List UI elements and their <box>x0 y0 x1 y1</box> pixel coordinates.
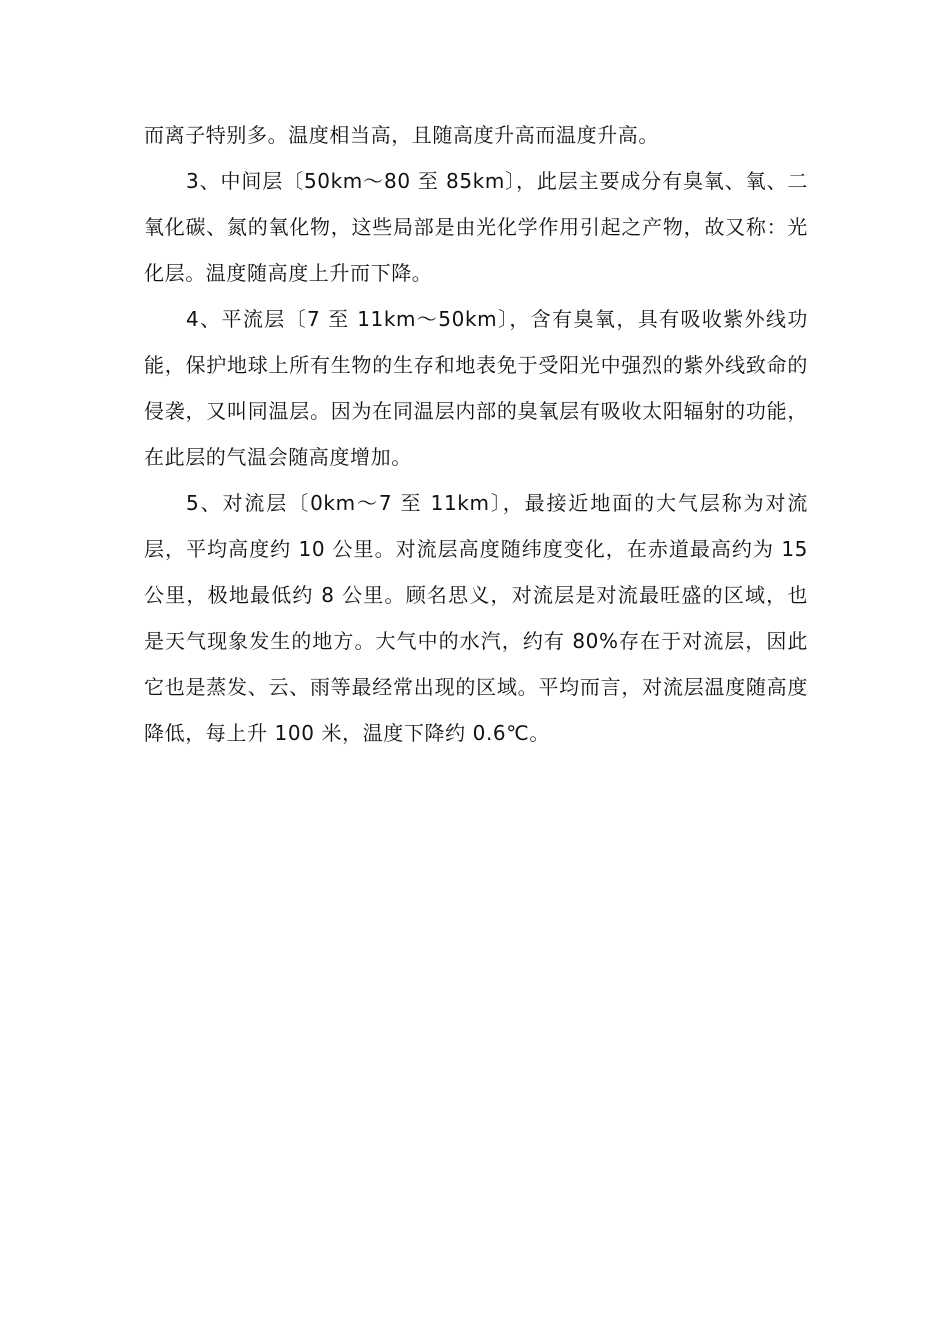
document-body <box>144 112 808 756</box>
paragraph-troposphere: 5、对流层〔0km～7 至 11km〕，最接近地面的大气层称为对流层，平均高度约 10 公里。对流层高度随纬度变化，在赤道最高约为 15 公里，极地最低约 8 公里。顾名思义，对流层是对流最旺盛的区域，也是天气现象发生的地方。大气中的水汽，约有 80%存在于对流层，因此它也是蒸发、云、雨等最经常出现的区域。平均而言，对流层温度随高度降低，每上升 100 米，温度下降约 0.6℃。 <box>144 491 808 745</box>
paragraph-mesosphere: 3、中间层〔50km～80 至 85km〕，此层主要成分有臭氧、氧、二氧化碳、氮的氧化物，这些局部是由光化学作用引起之产物，故又称：光化层。温度随高度上升而下降。 <box>144 169 808 285</box>
paragraph-stratosphere: 4、平流层〔7 至 11km～50km〕，含有臭氧，具有吸收紫外线功能，保护地球上所有生物的生存和地表免于受阳光中强烈的紫外线致命的侵袭，又叫同温层。因为在同温层内部的臭氧层有吸收太阳辐射的功能，在此层的气温会随高度增加。 <box>144 307 808 469</box>
paragraph-continuation: 而离子特别多。温度相当高，且随高度升高而温度升高。 <box>144 123 659 147</box>
